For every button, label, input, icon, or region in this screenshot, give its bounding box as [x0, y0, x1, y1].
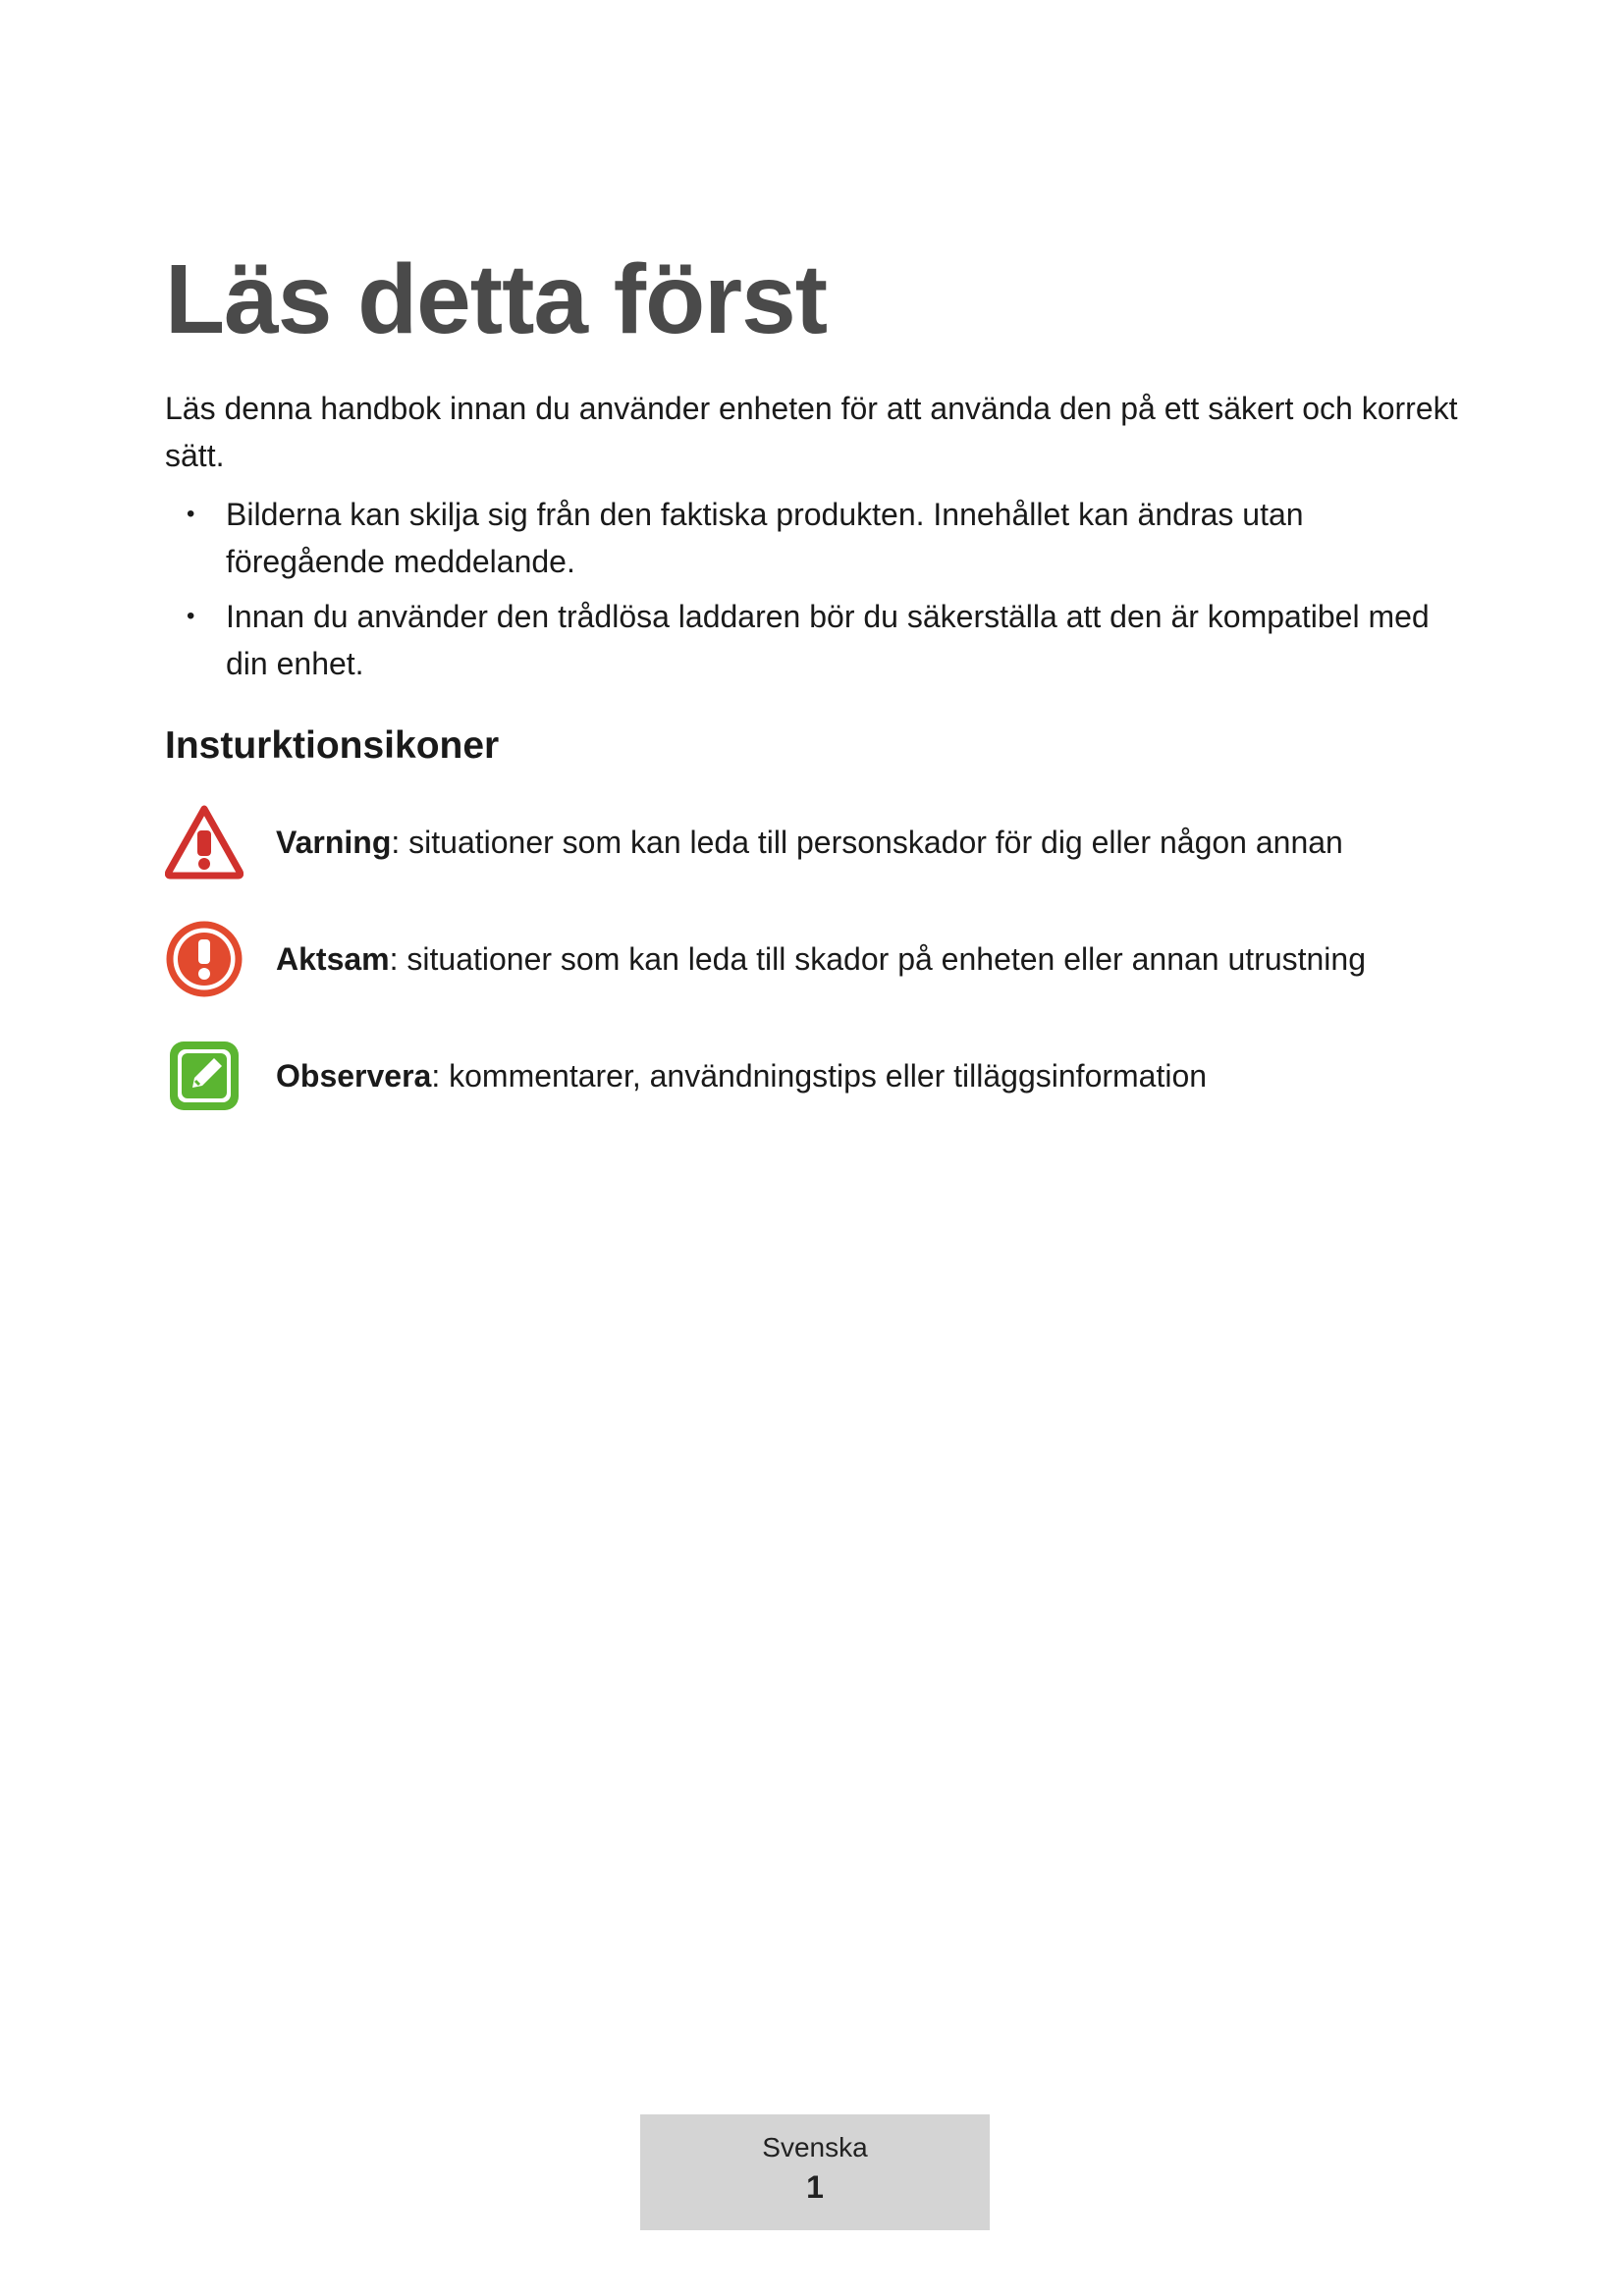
- icon-term: Varning: [276, 825, 392, 860]
- bullet-text: Bilderna kan skilja sig från den faktiska produkten. Innehållet kan ändras utan föregående meddelande.: [226, 497, 1304, 579]
- section-heading: Insturktionsikoner: [165, 724, 500, 767]
- icon-term: Aktsam: [276, 941, 390, 977]
- page-title: Läs detta först: [165, 244, 828, 354]
- icon-description: [276, 1052, 1207, 1099]
- warning-triangle-icon: [165, 803, 244, 881]
- intro-paragraph: Läs denna handbok innan du använder enheten för att använda den på ett säkert och korrekt sätt.: [165, 391, 1458, 473]
- bullet-list: [165, 491, 1461, 695]
- icon-description-text: : situationer som kan leda till skador på enheten eller annan utrustning: [389, 941, 1366, 977]
- list-item: [165, 593, 1461, 687]
- bullet-symbol: •: [187, 501, 195, 527]
- bullet-symbol: •: [187, 603, 195, 629]
- bullet-text: Innan du använder den trådlösa laddaren bör du säkerställa att den är kompatibel med din enhet.: [226, 599, 1430, 681]
- note-pencil-icon: [165, 1037, 244, 1115]
- page-footer: [640, 2114, 990, 2230]
- icon-description: [276, 935, 1366, 983]
- icon-row-note: [165, 1037, 1441, 1115]
- icon-description: [276, 819, 1343, 866]
- icon-term: Observera: [276, 1058, 432, 1094]
- page-number: 1: [806, 2169, 824, 2205]
- list-item: [165, 491, 1461, 585]
- icon-description-text: : kommentarer, användningstips eller tilläggsinformation: [431, 1058, 1208, 1094]
- caution-circle-icon: [165, 920, 244, 998]
- icon-row-warning: [165, 803, 1441, 881]
- footer-language: Svenska: [762, 2132, 868, 2163]
- icon-row-caution: [165, 920, 1441, 998]
- icon-description-text: : situationer som kan leda till personskador för dig eller någon annan: [391, 825, 1343, 860]
